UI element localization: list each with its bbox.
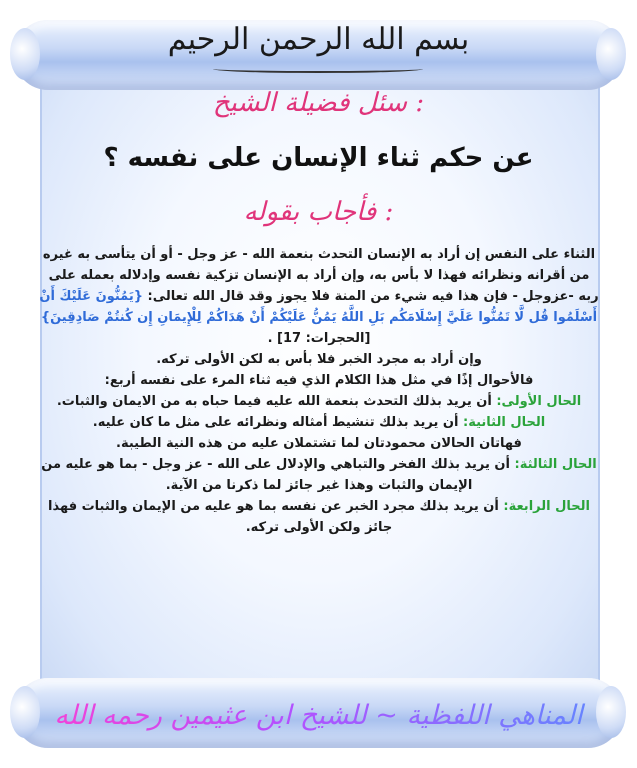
footer-credit: المناهي اللفظية ~ للشيخ ابن عثيمين رحمه الله	[0, 700, 637, 731]
case-text: أن يريد بذلك الفخر والتباهي والإدلال على الله - عز وجل - بما هو عليه من الإيمان والثبات وهذا غير جائز لما ذكرنا من الآية.	[41, 457, 515, 493]
case-text: أن يريد بذلك مجرد الخبر عن نفسه بما هو عليه من الإيمان والثبات فهذا جائز ولكن الأولى تركه.	[48, 499, 504, 535]
basmala-ornament	[213, 65, 423, 73]
quran-verse: {يَمُنُّونَ عَلَيْكَ أَنْ أَسْلَمُوا قُل لَّا تَمُنُّوا عَلَيَّ إِسْلَامَكُم بَلِ اللَّهُ يَمُنُّ عَلَيْكُمْ أَنْ هَدَاكُمْ لِلْإِيمَانِ إِن كُنتُمْ صَادِقِينَ}	[39, 289, 598, 325]
answer-paragraph	[38, 244, 600, 349]
case-item	[38, 412, 600, 433]
case-text: أن يريد بذلك تنشيط أمثاله ونظرائه على مثل ما كان عليه.	[92, 415, 463, 430]
answer-paragraph-text: الثناء على النفس إن أراد به الإنسان التحدث بنعمة الله - عز وجل - أو أن يتأسى به غيره من أقرانه ونظرائه فهذا لا بأس به، وإن أراد به الإنسان تزكية نفسه وإدلاله بعمله على ربه -عزوجل - فإن هذا فيه شيء من المنة فلا يجوز وقد قال الله تعالى:	[42, 247, 599, 304]
case-label: الحال الثالثة:	[514, 457, 597, 472]
answer-paragraph: فهاتان الحالان محمودتان لما تشتملان عليه من هذه النية الطيبة.	[116, 436, 522, 451]
quran-reference: [الحجرات: 17] .	[267, 331, 371, 346]
question-text: عن حكم ثناء الإنسان على نفسه ؟	[103, 143, 534, 173]
case-text: أن يريد بذلك التحدث بنعمة الله عليه فيما حباه به من الايمان والثبات.	[56, 394, 497, 409]
case-label: الحال الثانية:	[463, 415, 546, 430]
case-item	[38, 391, 600, 412]
answer-paragraph: فالأحوال إذًا في مثل هذا الكلام الذي فيه ثناء المرء على نفسه أربع:	[104, 373, 534, 388]
case-item	[38, 454, 600, 496]
answer-paragraph: وإن أراد به مجرد الخبر فلا بأس به لكن الأولى تركه.	[156, 352, 482, 367]
case-item	[38, 496, 600, 538]
answer-body	[38, 244, 600, 538]
case-label: الحال الرابعة:	[503, 499, 590, 514]
basmala-calligraphy: بسم الله الرحمن الرحيم	[167, 22, 470, 57]
answer-title: فأجاب بقوله :	[243, 197, 394, 227]
case-label: الحال الأولى:	[496, 394, 582, 409]
question-title: سئل فضيلة الشيخ :	[212, 88, 425, 118]
